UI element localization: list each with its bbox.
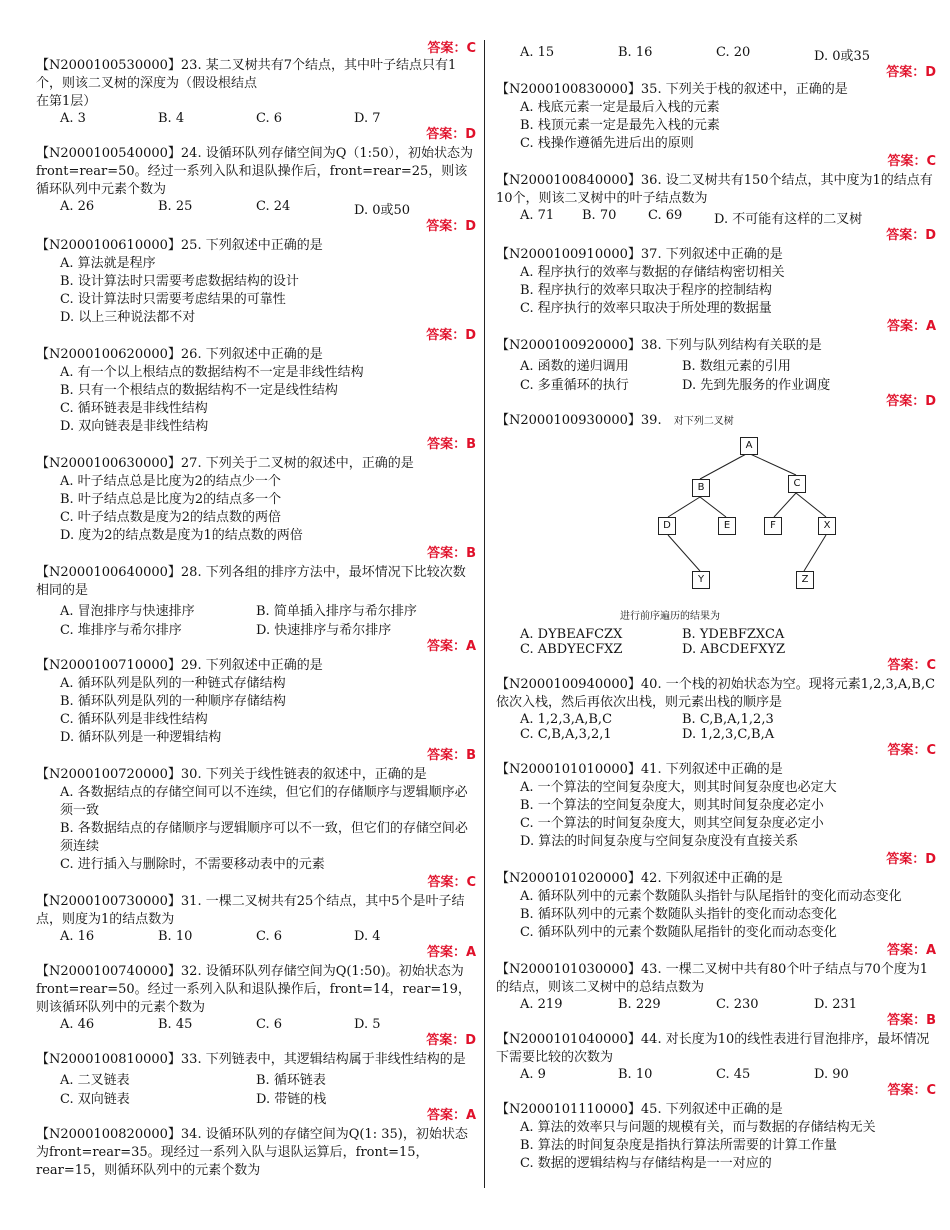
answer-label: 答案：C bbox=[887, 154, 936, 169]
option-c: C. 6 bbox=[256, 111, 283, 126]
option-b: B. 只有一个根结点的数据结构不一定是线性结构 bbox=[60, 383, 338, 398]
question-stem: 【N2000101030000】43. 一棵二叉树中共有80个叶子结点与70个度为1的结点，则该二叉树中的总结点数为 bbox=[496, 962, 929, 995]
question-stem: 【N2000100830000】35. 下列关于栈的叙述中，正确的是 bbox=[496, 82, 848, 97]
options-row bbox=[36, 1069, 476, 1088]
edge-a-c bbox=[748, 453, 796, 475]
question-stem: 【N2000101040000】44. 对长度为10的线性表进行冒泡排序，最坏情况下需要比较的次数为 bbox=[496, 1032, 930, 1065]
option-c: C. 24 bbox=[256, 199, 291, 214]
question-stem: 【N2000100530000】23. 某二叉树共有7个结点，其中叶子结点只有1个，则该二叉树的深度为（假设根结点 bbox=[36, 58, 457, 91]
option-a: A. 有一个以上根结点的数据结构不一定是非线性结构 bbox=[60, 365, 364, 380]
options-row bbox=[496, 642, 936, 657]
option-a: A. 各数据结点的存储空间可以不连续，但它们的存储顺序与逻辑顺序必须一致 bbox=[60, 785, 468, 818]
option-a: A. 程序执行的效率与数据的存储结构密切相关 bbox=[520, 265, 785, 280]
tree-node-c: C bbox=[788, 475, 806, 493]
tree-node-b: B bbox=[692, 479, 710, 497]
question-stem-cont: 在第1层） bbox=[36, 94, 97, 109]
option-d: D. 快速排序与希尔排序 bbox=[256, 623, 392, 638]
edge-c-x bbox=[796, 493, 826, 517]
options-row bbox=[36, 1088, 476, 1107]
option-d: D. 0或35 bbox=[814, 49, 871, 64]
question-stem: 【N2000100820000】34. 设循环队列的存储空间为Q(1: 35)，初始状态为front=rear=35。现经过一系列入队与退队运算后，front=15，rear=15，则循环队列中的元素个数为 bbox=[36, 1127, 468, 1178]
question-40 bbox=[496, 676, 936, 759]
tree-node-y: Y bbox=[692, 571, 710, 589]
question-35 bbox=[496, 81, 936, 170]
answer-label: 答案：C bbox=[427, 875, 476, 890]
answer-label: 答案：A bbox=[426, 1108, 476, 1123]
options-row bbox=[36, 619, 476, 638]
answer-label: 答案：D bbox=[426, 1033, 476, 1048]
option-c: C. 设计算法时只需要考虑结果的可靠性 bbox=[60, 292, 286, 307]
option-d: D. 231 bbox=[814, 997, 858, 1012]
option-d: D. 先到先服务的作业调度 bbox=[682, 378, 831, 393]
option-a: A. 算法就是程序 bbox=[60, 256, 156, 271]
question-stem: 【N2000100710000】29. 下列叙述中正确的是 bbox=[36, 658, 323, 673]
option-d: D. 双向链表是非线性结构 bbox=[60, 419, 209, 434]
answer-label: 答案：A bbox=[886, 943, 936, 958]
options-row bbox=[496, 1067, 936, 1082]
tree-node-x: X bbox=[818, 517, 836, 535]
option-d: D. 7 bbox=[354, 111, 381, 126]
option-a: A. 二叉链表 bbox=[60, 1073, 130, 1088]
edge-b-d bbox=[668, 497, 700, 517]
option-d: D. ABCDEFXYZ bbox=[682, 642, 786, 657]
option-b: B. C,B,A,1,2,3 bbox=[682, 712, 774, 727]
option-a: A. 9 bbox=[520, 1067, 546, 1082]
option-c: C. 230 bbox=[716, 997, 759, 1012]
option-c: C. 程序执行的效率只取决于所处理的数据量 bbox=[520, 301, 772, 316]
option-b: B. 数组元素的引用 bbox=[682, 359, 791, 374]
option-d: D. 循环队列是一种逻辑结构 bbox=[60, 730, 222, 745]
question-stem: 【N2000101020000】42. 下列叙述中正确的是 bbox=[496, 871, 783, 886]
answer-label: 答案：B bbox=[427, 437, 476, 452]
options-row bbox=[36, 199, 476, 218]
tree-node-d: D bbox=[658, 517, 676, 535]
option-d: D. 90 bbox=[814, 1067, 849, 1082]
answer-label: 答案：A bbox=[886, 319, 936, 334]
tree-node-f: F bbox=[764, 517, 782, 535]
question-31 bbox=[36, 893, 476, 961]
question-stem: 【N2000101110000】45. 下列叙述中正确的是 bbox=[496, 1102, 783, 1117]
option-c: C. 69 bbox=[648, 208, 683, 223]
answer-label: 答案：D bbox=[426, 127, 476, 142]
option-b: B. 45 bbox=[158, 1017, 193, 1032]
option-b: B. 算法的时间复杂度是指执行算法所需要的计算工作量 bbox=[520, 1138, 837, 1153]
question-stem: 【N2000100910000】37. 下列叙述中正确的是 bbox=[496, 247, 783, 262]
options-row bbox=[496, 355, 936, 374]
option-a: A. 71 bbox=[520, 208, 555, 223]
option-d: D. 5 bbox=[354, 1017, 381, 1032]
option-d: D. 度为2的结点数是度为1的结点数的两倍 bbox=[60, 528, 303, 543]
option-c: C. 45 bbox=[716, 1067, 751, 1082]
question-stem: 【N2000100610000】25. 下列叙述中正确的是 bbox=[36, 238, 323, 253]
options-row bbox=[496, 727, 936, 742]
option-d: D. 0或50 bbox=[354, 203, 411, 218]
option-d: D. 不可能有这样的二叉树 bbox=[714, 212, 863, 227]
edge-x-z bbox=[804, 535, 826, 571]
answer-label: 答案：B bbox=[427, 748, 476, 763]
question-39 bbox=[496, 412, 936, 674]
options-row bbox=[496, 712, 936, 727]
option-a: A. 15 bbox=[520, 45, 555, 60]
question-45 bbox=[496, 1101, 936, 1173]
options-row bbox=[36, 1017, 476, 1032]
option-b: B. 25 bbox=[158, 199, 193, 214]
answer-label: 答案：C bbox=[887, 1083, 936, 1098]
answer-label: 答案：A bbox=[426, 639, 476, 654]
option-b: B. 一个算法的空间复杂度大，则其时间复杂度必定小 bbox=[520, 798, 824, 813]
question-stem: 【N2000100730000】31. 一棵二叉树共有25个结点，其中5个是叶子结点，则度为1的结点数为 bbox=[36, 894, 465, 927]
question-stem: 【N2000100740000】32. 设循环队列存储空间为Q(1:50)。初始状态为front=rear=50。经过一系列入队和退队操作后，front=14，rear=19，则该循环队列中的元素个数为 bbox=[36, 964, 471, 1015]
option-b: B. YDEBFZXCA bbox=[682, 627, 785, 642]
option-c: C. 循环链表是非线性结构 bbox=[60, 401, 208, 416]
option-b: B. 叶子结点总是比度为2的结点多一个 bbox=[60, 492, 282, 507]
answer-label: 答案：D bbox=[426, 219, 476, 234]
question-41 bbox=[496, 761, 936, 868]
options-row bbox=[496, 45, 936, 64]
option-b: B. 10 bbox=[618, 1067, 653, 1082]
question-stem: 【N2000100540000】24. 设循环队列存储空间为Q（1:50），初始状态为front=rear=50。经过一系列入队和退队操作后，front=rear=25，则该循环队列中元素个数为 bbox=[36, 146, 474, 197]
answer-label: 答案：C bbox=[887, 743, 936, 758]
question-30 bbox=[36, 766, 476, 891]
option-b: B. 229 bbox=[618, 997, 661, 1012]
options-row bbox=[496, 997, 936, 1012]
options-row bbox=[36, 600, 476, 619]
option-b: B. 栈顶元素一定是最先入栈的元素 bbox=[520, 118, 720, 133]
question-23 bbox=[36, 57, 476, 143]
answer-label: 答案：B bbox=[427, 546, 476, 561]
question-27 bbox=[36, 455, 476, 562]
right-column bbox=[496, 40, 936, 1175]
option-a: A. 算法的效率只与问题的规模有关，而与数据的存储结构无关 bbox=[520, 1120, 876, 1135]
question-43 bbox=[496, 961, 936, 1029]
option-b: B. 10 bbox=[158, 929, 193, 944]
answer-label: 答案：D bbox=[426, 328, 476, 343]
option-b: B. 程序执行的效率只取决于程序的控制结构 bbox=[520, 283, 772, 298]
answer-label: 答案：B bbox=[887, 1013, 936, 1028]
question-26 bbox=[36, 346, 476, 453]
options-row bbox=[496, 627, 936, 642]
question-stem bbox=[496, 412, 936, 431]
answer-label: 答案：C bbox=[427, 41, 476, 56]
option-b: B. 循环队列中的元素个数随队头指针的变化而动态变化 bbox=[520, 907, 837, 922]
edge-b-e bbox=[700, 497, 726, 517]
option-a: A. 冒泡排序与快速排序 bbox=[60, 604, 195, 619]
option-b: B. 各数据结点的存储顺序与逻辑顺序可以不一致，但它们的存储空间必须连续 bbox=[60, 821, 468, 854]
option-d: D. 4 bbox=[354, 929, 381, 944]
option-b: B. 循环队列是队列的一种顺序存储结构 bbox=[60, 694, 286, 709]
option-a: A. 1,2,3,A,B,C bbox=[520, 712, 613, 727]
option-c: C. C,B,A,3,2,1 bbox=[520, 727, 612, 742]
answer-label: 答案：D bbox=[886, 394, 936, 409]
option-d: D. 1,2,3,C,B,A bbox=[682, 727, 775, 742]
binary-tree-diagram bbox=[608, 437, 848, 627]
tree-node-a: A bbox=[740, 437, 758, 455]
option-b: B. 循环链表 bbox=[256, 1073, 326, 1088]
option-a: A. 219 bbox=[520, 997, 563, 1012]
option-c: C. 堆排序与希尔排序 bbox=[60, 623, 182, 638]
question-stem: 【N2000100920000】38. 下列与队列结构有关联的是 bbox=[496, 338, 822, 353]
question-stem: 【N2000100720000】30. 下列关于线性链表的叙述中，正确的是 bbox=[36, 767, 427, 782]
question-stem: 【N2000100940000】40. 一个栈的初始状态为空。现将元素1,2,3,A,B,C依次入栈，然后再依次出栈，则元素出栈的顺序是 bbox=[496, 677, 936, 710]
question-37 bbox=[496, 246, 936, 335]
tree-node-e: E bbox=[718, 517, 736, 535]
option-d: D. 算法的时间复杂度与空间复杂度没有直接关系 bbox=[520, 834, 799, 849]
option-c: C. 双向链表 bbox=[60, 1092, 130, 1107]
tree-caption: 进行前序遍历的结果为 bbox=[620, 611, 720, 622]
option-c: C. 多重循环的执行 bbox=[520, 378, 629, 393]
option-a: A. 函数的递归调用 bbox=[520, 359, 629, 374]
question-32 bbox=[36, 963, 476, 1049]
option-b: B. 70 bbox=[582, 208, 617, 223]
option-b: B. 16 bbox=[618, 45, 653, 60]
question-33 bbox=[36, 1051, 476, 1124]
option-c: C. 20 bbox=[716, 45, 751, 60]
question-25 bbox=[36, 237, 476, 344]
answer-label: 答案：D bbox=[886, 852, 936, 867]
option-a: A. 3 bbox=[60, 111, 86, 126]
option-c: C. 进行插入与删除时，不需要移动表中的元素 bbox=[60, 857, 325, 872]
question-stem: 【N2000100620000】26. 下列叙述中正确的是 bbox=[36, 347, 323, 362]
option-b: B. 4 bbox=[158, 111, 185, 126]
question-42 bbox=[496, 870, 936, 959]
question-44 bbox=[496, 1031, 936, 1099]
option-c: C. 栈操作遵循先进后出的原则 bbox=[520, 136, 694, 151]
question-38 bbox=[496, 337, 936, 410]
question-stem: 【N2000100810000】33. 下列链表中，其逻辑结构属于非线性结构的是 bbox=[36, 1052, 466, 1067]
option-c: C. 数据的逻辑结构与存储结构是一一对应的 bbox=[520, 1156, 772, 1171]
tree-intro: 对下列二叉树 bbox=[673, 416, 734, 427]
option-a: A. 栈底元素一定是最后入栈的元素 bbox=[520, 100, 720, 115]
option-c: C. 6 bbox=[256, 1017, 283, 1032]
option-c: C. 叶子结点数是度为2的结点数的两倍 bbox=[60, 510, 282, 525]
question-number: 【N2000100930000】39. bbox=[496, 413, 662, 428]
option-c: C. 循环队列中的元素个数随队尾指针的变化而动态变化 bbox=[520, 925, 837, 940]
option-a: A. 16 bbox=[60, 929, 95, 944]
answer-label: 答案：C bbox=[887, 658, 936, 673]
option-c: C. ABDYECFXZ bbox=[520, 642, 623, 657]
option-c: C. 6 bbox=[256, 929, 283, 944]
option-b: B. 设计算法时只需要考虑数据结构的设计 bbox=[60, 274, 299, 289]
tree-node-z: Z bbox=[796, 571, 814, 589]
option-d: D. 以上三种说法都不对 bbox=[60, 310, 196, 325]
option-a: A. 循环队列中的元素个数随队头指针与队尾指针的变化而动态变化 bbox=[520, 889, 902, 904]
question-29 bbox=[36, 657, 476, 764]
option-a: A. 26 bbox=[60, 199, 95, 214]
option-d: D. 带链的栈 bbox=[256, 1092, 327, 1107]
question-24 bbox=[36, 145, 476, 235]
question-stem: 【N2000100840000】36. 设二叉树共有150个结点，其中度为1的结点有10个，则该二叉树中的叶子结点数为 bbox=[496, 173, 933, 206]
option-c: C. 一个算法的时间复杂度大，则其空间复杂度必定小 bbox=[520, 816, 824, 831]
edge-a-b bbox=[700, 453, 748, 479]
option-a: A. 46 bbox=[60, 1017, 95, 1032]
question-28 bbox=[36, 564, 476, 655]
question-stem: 【N2000100630000】27. 下列关于二叉树的叙述中，正确的是 bbox=[36, 456, 414, 471]
option-b: B. 简单插入排序与希尔排序 bbox=[256, 604, 417, 619]
column-divider bbox=[484, 40, 485, 1188]
option-a: A. 一个算法的空间复杂度大，则其时间复杂度也必定大 bbox=[520, 780, 837, 795]
question-36 bbox=[496, 172, 936, 244]
option-a: A. 叶子结点总是比度为2的结点少一个 bbox=[60, 474, 281, 489]
options-row bbox=[36, 111, 476, 126]
option-a: A. DYBEAFCZX bbox=[520, 627, 623, 642]
question-34 bbox=[36, 1126, 476, 1180]
left-column bbox=[36, 40, 476, 1182]
options-row bbox=[496, 208, 936, 227]
answer-label: 答案：D bbox=[886, 65, 936, 80]
answer-label: 答案：A bbox=[426, 945, 476, 960]
edge-c-f bbox=[774, 493, 796, 517]
options-row bbox=[496, 374, 936, 393]
options-row bbox=[36, 929, 476, 944]
question-stem: 【N2000101010000】41. 下列叙述中正确的是 bbox=[496, 762, 783, 777]
answer-label: 答案：D bbox=[886, 228, 936, 243]
edge-d-y bbox=[668, 535, 700, 571]
option-a: A. 循环队列是队列的一种链式存储结构 bbox=[60, 676, 286, 691]
question-stem: 【N2000100640000】28. 下列各组的排序方法中，最坏情况下比较次数相同的是 bbox=[36, 565, 466, 598]
option-c: C. 循环队列是非线性结构 bbox=[60, 712, 208, 727]
